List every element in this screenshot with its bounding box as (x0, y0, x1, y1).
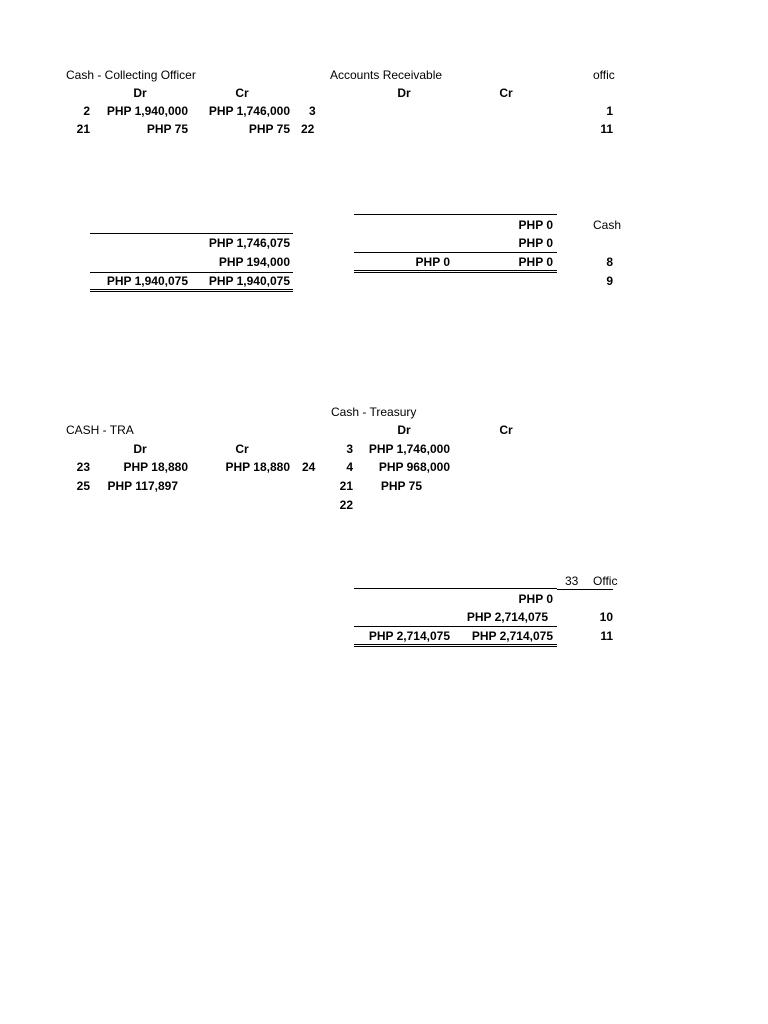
right-col-header-1: offic (593, 68, 615, 82)
tra-row1-dr: PHP 18,880 (123, 460, 188, 474)
ar-mid-rule (354, 252, 557, 253)
cco-double-rule (90, 289, 293, 292)
cco-row1-ref-right: 3 (309, 104, 316, 118)
tra-row1-cr: PHP 18,880 (225, 460, 290, 474)
tra-dr-header: Dr (133, 442, 147, 456)
right-col-ref-7: 11 (600, 629, 613, 643)
cco-row2-dr: PHP 75 (146, 122, 188, 136)
cash-tra-title: CASH - TRA (66, 423, 134, 437)
right-col-ref-3: 8 (606, 255, 613, 269)
ct-top-rule (354, 588, 557, 589)
cco-total-rule (90, 233, 293, 234)
ct-row1-cr: PHP 0 (518, 592, 553, 606)
ar-top-rule (354, 214, 557, 215)
ct-cr-grand: PHP 2,714,075 (471, 629, 553, 643)
ct-cr-header: Cr (499, 423, 513, 437)
right-col-rule (557, 589, 613, 590)
ct-double-rule (354, 644, 557, 647)
cco-row2-ref-right: 22 (301, 122, 315, 136)
tra-row2-dr: PHP 117,897 (107, 479, 178, 493)
ct-dr-grand: PHP 2,714,075 (368, 629, 450, 643)
right-col-ref-6: 10 (599, 610, 613, 624)
cash-collecting-officer-title: Cash - Collecting Officer (66, 68, 196, 82)
ct-row1-ref: 3 (346, 442, 353, 456)
cco-row2-ref-left: 21 (76, 122, 90, 136)
ct-balance: PHP 2,714,075 (466, 610, 548, 624)
ar-cr-header: Cr (499, 86, 513, 100)
tra-row1-ref-right: 24 (302, 460, 316, 474)
right-col-ref-2: 11 (600, 122, 613, 136)
ar-row3-dr: PHP 0 (415, 255, 450, 269)
tra-row2-ref-left: 25 (76, 479, 90, 493)
cco-cr-header: Cr (235, 86, 249, 100)
ct-row4-ref: 22 (339, 498, 353, 512)
ct-dr-header: Dr (397, 423, 411, 437)
ct-row2-dr: PHP 968,000 (378, 460, 450, 474)
cco-row2-cr: PHP 75 (248, 122, 290, 136)
ct-row3-ref: 21 (339, 479, 353, 493)
cco-row1-ref-left: 2 (83, 104, 90, 118)
ar-dr-header: Dr (397, 86, 411, 100)
right-col-ref-4: 9 (606, 274, 613, 288)
ct-row3-dr: PHP 75 (380, 479, 422, 493)
ar-row3-cr: PHP 0 (518, 255, 553, 269)
cco-cr-grand: PHP 1,940,075 (208, 274, 290, 288)
right-col-office-label: Offic (593, 574, 618, 588)
tra-cr-header: Cr (235, 442, 249, 456)
cco-grand-rule (90, 272, 293, 273)
tra-row1-ref-left: 23 (76, 460, 90, 474)
ct-row1-dr: PHP 1,746,000 (368, 442, 450, 456)
right-col-ref-1: 1 (606, 104, 613, 118)
accounts-receivable-title: Accounts Receivable (330, 68, 443, 82)
cco-balance: PHP 194,000 (218, 255, 290, 269)
ct-row2-ref: 4 (346, 460, 353, 474)
cco-row1-dr: PHP 1,940,000 (106, 104, 188, 118)
right-col-ref-5: 33 (565, 574, 579, 588)
cco-dr-header: Dr (133, 86, 147, 100)
ar-row2-cr: PHP 0 (518, 236, 553, 250)
ar-double-rule (354, 270, 557, 273)
ct-mid-rule (354, 626, 557, 627)
cco-row1-cr: PHP 1,746,000 (208, 104, 290, 118)
ar-row1-cr: PHP 0 (518, 218, 553, 232)
cco-dr-grand: PHP 1,940,075 (106, 274, 188, 288)
cco-cr-total: PHP 1,746,075 (208, 236, 290, 250)
cash-treasury-title: Cash - Treasury (331, 405, 417, 419)
right-col-cash-label: Cash (593, 218, 622, 232)
